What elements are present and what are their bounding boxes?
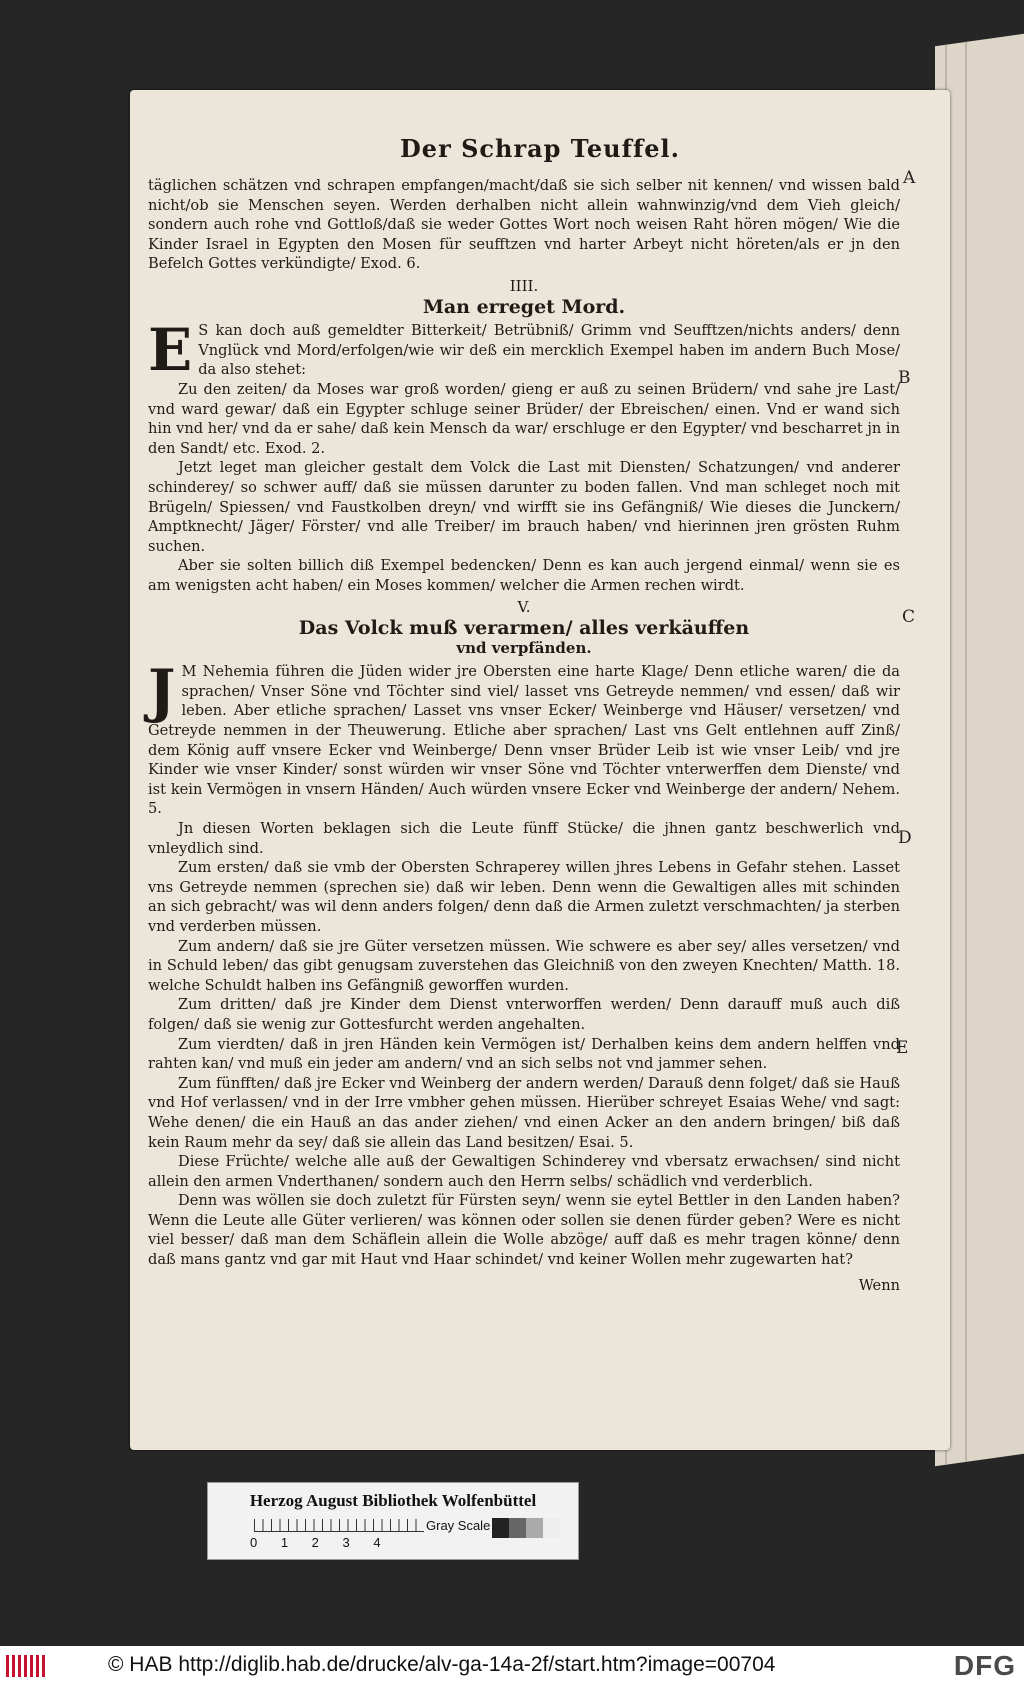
section-number: IIII. xyxy=(509,276,539,295)
paragraph: Denn was wöllen sie doch zuletzt für Fürsten seyn/ wenn sie eytel Bettler in den Landen haben? Wenn die Leute alle Güter verlieren/ was können oder sollen sie denen fürder geben? Were es nicht viel besser/ daß man dem Schäflein allein die Wolle abzöge/ auff daß es mehr tragen könne/ denn daß mans gantz vnd gar mit Haut vnd Haar schindet/ vnd keiner Wollen mehr zugewarten hat? xyxy=(148,1192,900,1269)
margin-letter-a: A xyxy=(903,168,916,188)
color-target-card xyxy=(207,1482,579,1560)
hab-logo-icon xyxy=(6,1655,46,1677)
footer-bar xyxy=(0,1646,1024,1686)
section-subtitle: vnd verpfänden. xyxy=(456,638,592,657)
gray-swatch xyxy=(543,1518,560,1538)
scale-ruler xyxy=(254,1519,424,1532)
paragraph: Jetzt leget man gleicher gestalt dem Volck die Last mit Diensten/ Schatzungen/ vnd anderer schinderey/ so schwer auff/ daß sie müssen darunter zu boden fallen. Vnd man schleget noch mit Brügeln/ Spiessen/ vnd Faustkolben dreyn/ vnd wirfft sie ins Gefängniß/ Wie dieses die Junckern/ Amptknecht/ Jäger/ Förster/ vnd alle Treiber/ im brauch haben/ vnd hierinnen jren grösten Ruhm suchen. xyxy=(148,459,900,555)
drop-cap: E xyxy=(148,316,193,385)
margin-letter-c: C xyxy=(902,607,916,627)
gray-scale-label: Gray Scale xyxy=(426,1518,491,1533)
dfg-logo: DFG xyxy=(953,1650,1016,1681)
paragraph: Diese Früchte/ welche alle auß der Gewaltigen Schinderey vnd vbersatz erwachsen/ sind nicht allein den armen Vnderthanen/ sondern auch den Herrn selbs/ schädlich vnd verderblich. xyxy=(148,1153,900,1190)
drop-cap: J xyxy=(148,657,176,726)
paragraph: Zum dritten/ daß jre Kinder dem Dienst vnterworffen werden/ Denn darauff muß auch diß folgen/ daß sie wenig zur Gottesfurcht werden angehalten. xyxy=(148,996,900,1033)
scale-numbers: 0 1 2 3 4 xyxy=(250,1535,381,1550)
paragraph: Zum andern/ daß sie jre Güter versetzen müssen. Wie schwere es aber sey/ alles versetzen/ vnd in Schuld leben/ das gibt genugsam zuverstehen das Gleichniß von den zweyen Knechten/ Matth. 18. welche Schuldt halben ins Gefängniß geworffen wurden. xyxy=(148,937,900,994)
margin-letter-e: E xyxy=(896,1038,909,1058)
paragraph: täglichen schätzen vnd schrapen empfangen/macht/daß sie sich selber nit kennen/ vnd wissen bald nicht/ob sie Menschen seyen. Werden derhalben nicht allein wahnwinzig/vnd dem Vieh gleich/ sondern auch rohe vnd Gottloß/daß sie weder Gottes Wort noch weisen Raht hören mögen/ Wie die Kinder Israel in Egypten den Mosen für seufftzen vnd harter Arbeyt nicht höreten/als er jn den Befelch Gottes verkündigte/ Exod. 6. xyxy=(148,177,900,273)
margin-letter-d: D xyxy=(898,828,912,848)
paragraph: Zum vierdten/ daß in jren Händen kein Vermögen ist/ Derhalben keins dem andern helffen vnd rahten kan/ vnd muß ein jeder am andern/ vnd an sich selbs not vnd jammer sehen. xyxy=(148,1035,900,1073)
section-number: V. xyxy=(517,598,531,617)
footer-copyright-url[interactable]: © HAB http://diglib.hab.de/drucke/alv-ga-14a-2f/start.htm?image=00704 xyxy=(108,1653,776,1676)
paragraph: Zum ersten/ daß sie vmb der Obersten Schraperey willen jhres Lebens in Gefahr stehen. Lasset vns Getreyde nemmen (sprechen sie) daß wir leben. Denn wenn die Gewaltigen alles mit schinden an sich gebracht/ was wil denn anders folgen/ denn daß die Armen zuletzt verschmachten/ ja sterben vnd verderben müssen. xyxy=(148,859,900,935)
library-name: Herzog August Bibliothek Wolfenbüttel xyxy=(249,1491,537,1510)
paragraph: Jn diesen Worten beklagen sich die Leute fünff Stücke/ die jhnen gantz beschwerlich vnd vnleydlich sind. xyxy=(148,820,900,857)
catchword: Wenn xyxy=(858,1276,900,1294)
paragraph: J M Nehemia führen die Jüden wider jre Obersten eine harte Klage/ Denn etliche waren/ die da sprachen/ Vnser Söne vnd Töchter sind viel/ lasset vns Getreyde nemmen/ vnd essen/ daß wir leben. Aber etliche sprachen/ Lasset vns vnser Ecker/ Weinberge vnd Häuser/ versetzen/ vnd Getreyde nemmen in der Theuwerung. Etliche aber sprachen/ Last vns Gelt entlehnen auff Zinß/ dem König auff vnsere Ecker vnd Weinberge/ Denn vnser Brüder Leib ist wie vnser Leib/ vnd jre Kinder wie vnser Kinder/ sonst würden wir vnser Söne vnd Töchter vnterwerffen dem Dienste/ vnd ist kein Vermögen in vnsern Händen/ Auch würden vnsere Ecker vnd Weinberge der andern/ Nehem. 5. xyxy=(148,657,900,818)
paragraph: Zu den zeiten/ da Moses war groß worden/ gieng er auß zu seinen Brüdern/ vnd sahe jre Last/ vnd ward gewar/ daß ein Egypter schluge seiner Brüder/ der Ebreischen/ einen. Vnd er wand sich hin vnd her/ vnd da er sahe/ daß kein Mensch da war/ erschluge er den Egypter/ vnd bescharret jn in den Sandt/ etc. Exod. 2. xyxy=(148,380,900,457)
paragraph: Zum fünfften/ daß jre Ecker vnd Weinberg der andern werden/ Darauß denn folget/ daß sie Hauß vnd Hof verlassen/ vnd in der Irre vmbher gehen müssen. Hierüber schreyet Esaias Wehe/ vnd sagt: Wehe denen/ die ein Hauß an das ander ziehen/ vnd einen Acker an den andern bringen/ biß daß kein Raum mehr da sey/ daß sie allein das Land besitzen/ Esai. 5. xyxy=(148,1074,900,1151)
margin-letter-b: B xyxy=(898,368,911,388)
gray-swatch xyxy=(526,1518,543,1538)
page-text xyxy=(148,176,900,1295)
section-title: Man erreget Mord. xyxy=(422,295,626,318)
paragraph: Aber sie solten billich diß Exempel bedencken/ Denn es kan auch jergend einmal/ wenn sie es am wenigsten acht haben/ ein Moses kommen/ welcher die Armen rechen wirdt. xyxy=(148,557,900,594)
section-title: Das Volck muß verarmen/ alles verkäuffen xyxy=(298,617,750,640)
running-head: Der Schrap Teuffel. xyxy=(399,134,681,163)
paragraph: E S kan doch auß gemeldter Bitterkeit/ Betrübniß/ Grimm vnd Seufftzen/nichts anders/ denn Vnglück vnd Mord/erfolgen/wie wir deß ein mercklich Exempel haben im andern Buch Mose/ da also stehet: xyxy=(148,316,900,385)
gray-swatch xyxy=(492,1518,509,1538)
gray-swatch xyxy=(509,1518,526,1538)
